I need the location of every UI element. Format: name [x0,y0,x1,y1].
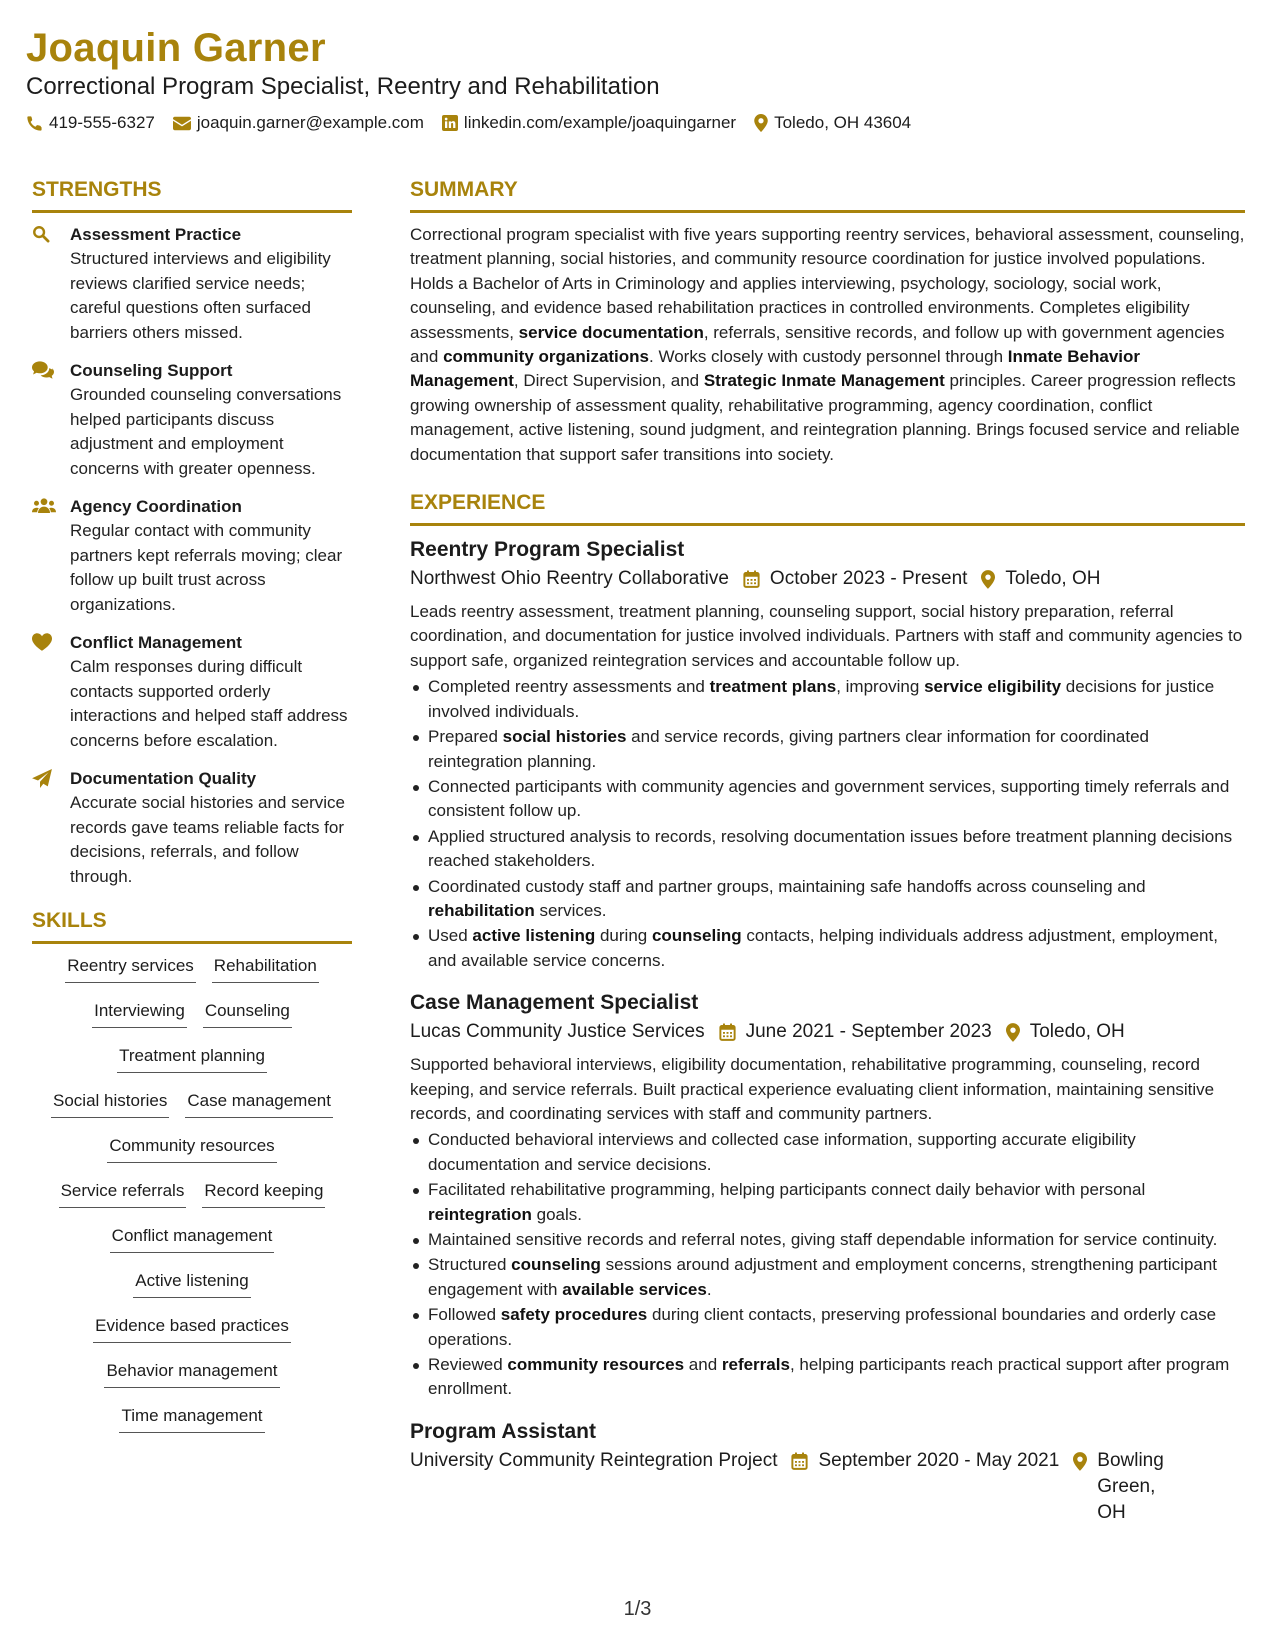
text-segment: Maintained sensitive records and referral notes, giving staff dependable information for service continuity. [428,1230,1218,1249]
strength-item [32,223,352,345]
skill-tag: Counseling [203,999,292,1028]
text-segment: Prepared [428,727,503,747]
text-segment: Correctional program specialist with five years supporting reentry services, behavioral assessment, counseling, treatment planning, social histories, and community resource coordination for justice involved populations. Holds a Bachelor of Arts in Criminology and applies interviewing, psychology, sociology, social work, counseling, and evidence based rehabilitation practices in controlled environments. Completes eligibility assessments, [410,225,1245,342]
skills-heading: SKILLS [32,907,352,944]
strength-title: Conflict Management [70,633,242,652]
bold-text: treatment plans [709,677,837,697]
text-segment: , Direct Supervision, and [513,371,704,391]
summary-text [410,223,1245,467]
bold-text: rehabilitation [428,900,535,920]
job-meta [410,1019,1245,1045]
strength-title: Assessment Practice [70,225,242,244]
contact-location [754,112,911,134]
text-segment: contacts, helping individuals address adjustment, employment, and available service concerns. [428,926,1218,970]
skill-row [32,1314,352,1349]
contact-email [173,112,424,134]
right-column [410,176,1245,1542]
bold-text: community organizations [443,347,650,367]
bold-text: counseling [511,1255,601,1275]
phone-text[interactable]: 419-555-6327 [49,113,155,132]
text-segment: Coordinated custody staff and partner groups, maintaining safe handoffs across counseling and [428,876,1146,896]
job-description: Supported behavioral interviews, eligibility documentation, rehabilitative programming, counseling, record keeping, and service referrals. Built practical experience evaluating client information, maintaining sensitive records, and coordinating services with staff and community partners. [410,1055,1215,1123]
job-dates-text: June 2021 - September 2023 [745,1021,992,1043]
linkedin-icon [442,115,458,131]
skill-tag: Conflict management [110,1224,275,1253]
skill-tag: Social histories [51,1089,169,1118]
job-company: Northwest Ohio Reentry Collaborative [410,568,729,590]
left-column [32,176,352,1439]
text-segment: services. [534,900,607,920]
skill-tag: Rehabilitation [212,954,319,983]
location-pin-icon [1006,1023,1020,1042]
candidate-title: Correctional Program Specialist, Reentry and Rehabilitation [26,73,660,100]
location-pin-icon [1073,1452,1087,1471]
job-title: Program Assistant [410,1419,596,1443]
strength-description: Accurate social histories and service records gave teams reliable facts for decisions, referrals, and follow through. [70,793,345,886]
paper-plane-icon [32,769,52,788]
job-location [1073,1448,1168,1526]
job-location [1006,1019,1125,1045]
skills-list [32,954,352,1439]
users-icon [32,497,56,514]
list-item [410,775,1245,824]
skill-tag: Record keeping [202,1179,325,1208]
job-dates [743,566,968,592]
job-description: Leads reentry assessment, treatment planning, counseling support, social history preparation, referral coordination, and documentation for justice involved individuals. Partners with staff and community agencies to support safe, organized reintegration services and accountable follow up. [410,602,1243,670]
bold-text: available services [562,1279,707,1299]
list-item [410,1303,1245,1352]
job-meta [410,1448,1245,1526]
email-link[interactable]: joaquin.garner@example.com [196,113,424,132]
skill-row [32,1269,352,1304]
contact-bar [26,112,1246,134]
location-text: Toledo, OH 43604 [774,113,912,132]
list-item [410,1353,1245,1402]
bold-text: counseling [651,926,742,946]
skill-row [32,1179,352,1214]
skill-row [32,999,352,1034]
text-segment: Conducted behavioral interviews and collected case information, supporting accurate eligibility documentation and service decisions. [428,1130,1136,1174]
comments-icon [32,361,54,379]
job-location-text: Bowling Green, OH [1097,1449,1164,1523]
text-segment: and [684,1355,722,1375]
strength-item [32,359,352,481]
skill-row [32,954,352,989]
bold-text: service documentation [518,322,704,342]
job-title: Case Management Specialist [410,991,699,1015]
calendar-icon [791,1452,808,1470]
skill-row [32,1359,352,1394]
location-pin-icon [981,570,995,589]
resume-header [26,22,1246,134]
bold-text: community resources [507,1355,685,1375]
bold-text: social histories [502,727,627,747]
list-item [410,725,1245,774]
strength-title: Counseling Support [70,361,233,380]
skill-tag: Reentry services [65,954,196,983]
skill-row [32,1404,352,1439]
job-meta [410,566,1245,592]
search-icon [32,225,50,243]
skill-tag: Evidence based practices [93,1314,291,1343]
summary-heading: SUMMARY [410,176,1245,213]
job-title: Reentry Program Specialist [410,538,685,562]
strength-description: Calm responses during difficult contacts supported orderly interactions and helped staff address concerns before escalation. [70,657,348,750]
text-segment: . [706,1279,712,1299]
job-dates-text: October 2023 - Present [769,568,968,590]
list-item [410,1253,1245,1302]
job-entry [410,1418,1245,1526]
experience-list [410,536,1245,1526]
skill-row [32,1044,352,1079]
bold-text: reintegration [428,1204,532,1224]
job-dates [719,1019,992,1045]
job-entry [410,536,1245,973]
skill-tag: Time management [119,1404,264,1433]
strength-item [32,767,352,889]
envelope-icon [173,116,191,131]
text-segment: . Works closely with custody personnel through [649,347,1008,367]
bold-text: Inmate Behavior Management [410,347,1141,391]
calendar-icon [719,1023,736,1041]
page-number: 1/3 [623,1598,652,1620]
skill-tag: Treatment planning [117,1044,267,1073]
text-segment: goals. [531,1204,582,1224]
list-item [410,924,1245,973]
list-item [410,675,1245,724]
text-segment: Followed [428,1305,501,1325]
text-segment: Facilitated rehabilitative programming, helping participants connect daily behavior with personal [428,1180,1146,1200]
skill-row [32,1134,352,1169]
strength-description: Grounded counseling conversations helped participants discuss adjustment and employment concerns with greater openness. [70,385,342,478]
text-segment: , improving [836,677,925,697]
job-bullets [410,675,1245,973]
job-location [981,566,1100,592]
linkedin-link[interactable]: linkedin.com/example/joaquingarner [463,113,737,132]
skill-row [32,1224,352,1259]
text-segment: decisions for justice involved individuals. [428,677,1215,721]
heart-icon [32,633,52,651]
text-segment: Completed reentry assessments and [428,677,710,697]
job-company: University Community Reintegration Project [410,1449,778,1471]
strengths-heading: STRENGTHS [32,176,352,213]
phone-icon [26,115,43,132]
text-segment: Structured [428,1255,512,1275]
text-segment: , referrals, sensitive records, and follow up with government agencies and [410,322,1225,367]
list-item [410,875,1245,924]
text-segment: , helping participants reach practical support after program enrollment. [428,1355,1230,1399]
calendar-icon [743,570,760,588]
text-segment: during [595,926,652,946]
list-item [410,825,1245,874]
strength-description: Structured interviews and eligibility reviews clarified service needs; careful questions often surfaced barriers others missed. [70,249,331,342]
skill-tag: Active listening [133,1269,250,1298]
list-item [410,1228,1245,1252]
list-item [410,1178,1245,1227]
text-segment: sessions around adjustment and employment concerns, strengthening participant engagement with [428,1255,1218,1299]
location-pin-icon [754,114,768,132]
job-bullets [410,1128,1245,1401]
text-segment: Applied structured analysis to records, resolving documentation issues before treatment planning decisions reached stakeholders. [428,826,1233,871]
list-item [410,1128,1245,1177]
job-dates [791,1448,1059,1474]
bold-text: safety procedures [500,1305,648,1325]
skill-tag: Interviewing [92,999,187,1028]
experience-heading: EXPERIENCE [410,489,1245,526]
strength-item [32,495,352,617]
text-segment: Used [428,926,473,946]
job-company: Lucas Community Justice Services [410,1021,705,1043]
skill-tag: Behavior management [104,1359,279,1388]
strength-title: Agency Coordination [70,497,242,516]
job-dates-text: September 2020 - May 2021 [818,1449,1060,1471]
text-segment: during client contacts, preserving professional boundaries and orderly case operations. [428,1305,1217,1349]
text-segment: Connected participants with community agencies and government services, supporting timely referrals and consistent follow up. [428,776,1230,821]
strength-item [32,631,352,753]
job-location-text: Toledo, OH [1029,1021,1125,1043]
skill-row [32,1089,352,1124]
job-entry [410,989,1245,1402]
text-segment: principles. Career progression reflects growing ownership of assessment quality, rehabilitative programming, agency coordination, conflict management, active listening, sound judgment, and reintegration planning. Brings focused service and reliable documentation that support safer transitions into society. [410,371,1240,464]
bold-text: service eligibility [924,677,1062,697]
bold-text: active listening [472,926,596,946]
candidate-name: Joaquin Garner [26,26,326,70]
strength-description: Regular contact with community partners kept referrals moving; clear follow up built trust across organizations. [70,521,343,614]
job-location-text: Toledo, OH [1005,568,1101,590]
contact-phone [26,112,155,134]
text-segment: Reviewed [428,1355,508,1375]
skill-tag: Service referrals [59,1179,187,1208]
strength-title: Documentation Quality [70,769,257,788]
text-segment: and service records, giving partners clear information for coordinated reintegration planning. [428,727,1149,771]
skill-tag: Community resources [107,1134,276,1163]
bold-text: referrals [721,1355,790,1375]
skill-tag: Case management [185,1089,333,1118]
bold-text: Strategic Inmate Management [703,371,945,391]
contact-linkedin [442,112,736,134]
